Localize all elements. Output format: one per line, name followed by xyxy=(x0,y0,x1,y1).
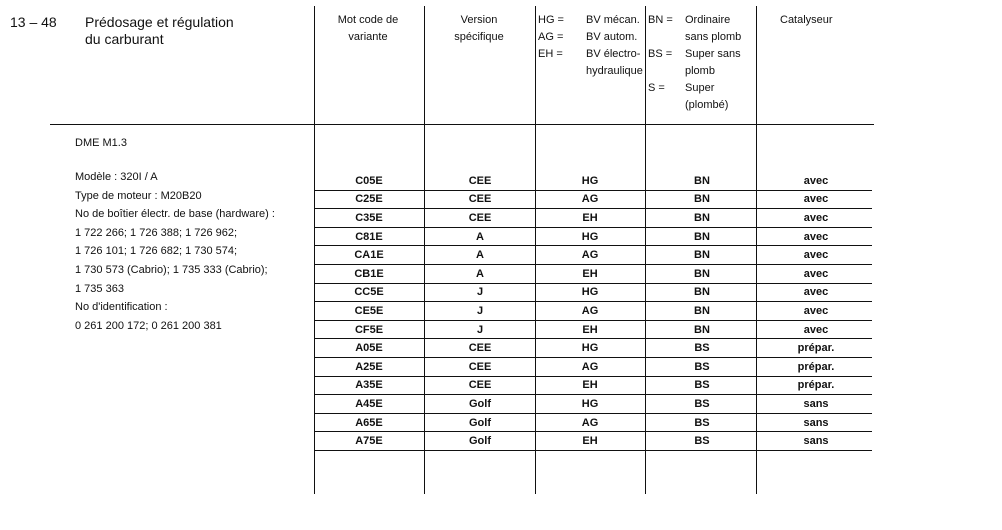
cell-gearbox: EH xyxy=(582,323,598,336)
cell-code: CF5E xyxy=(354,323,384,336)
cell-version: CEE xyxy=(468,174,492,187)
cell-code: C05E xyxy=(355,174,383,187)
engine-info xyxy=(75,137,275,335)
legend-row xyxy=(648,12,741,29)
engine-spec-line: Type de moteur : M20B20 xyxy=(75,189,202,202)
table-row xyxy=(314,265,872,284)
engine-spec-line: 0 261 200 172; 0 261 200 381 xyxy=(75,319,222,332)
cell-fuel: BS xyxy=(694,397,710,410)
legend-key xyxy=(648,29,685,46)
legend-value: BV mécan. xyxy=(586,14,640,26)
table-row xyxy=(314,377,872,396)
header-divider xyxy=(50,124,874,125)
header-code-line: Mot code de xyxy=(337,14,399,26)
cell-catalyst: avec xyxy=(803,286,829,299)
cell-gearbox: EH xyxy=(582,435,598,448)
cell-code: CE5E xyxy=(354,304,384,317)
section-title-line: Prédosage et régulation xyxy=(85,14,234,30)
header-version-line: Version xyxy=(460,14,498,26)
cell-catalyst: sans xyxy=(803,416,829,429)
cell-gearbox: HG xyxy=(581,174,599,187)
cell-version: CEE xyxy=(468,342,492,355)
cell-fuel: BN xyxy=(694,304,710,317)
engine-spec-line: 1 722 266; 1 726 388; 1 726 962; xyxy=(75,226,238,239)
cell-catalyst: prépar. xyxy=(797,360,835,373)
cell-version: CEE xyxy=(468,211,492,224)
legend-key xyxy=(648,97,685,114)
table-row xyxy=(314,321,872,340)
cell-code: A25E xyxy=(355,360,383,373)
cell-catalyst: prépar. xyxy=(797,342,835,355)
cell-gearbox: EH xyxy=(582,211,598,224)
table-row xyxy=(314,432,872,451)
cell-catalyst: avec xyxy=(803,267,829,280)
cell-catalyst: avec xyxy=(803,193,829,206)
cell-fuel: BS xyxy=(694,360,710,373)
cell-fuel: BN xyxy=(694,267,710,280)
cell-catalyst: sans xyxy=(803,397,829,410)
engine-spec-line: No d'identification : xyxy=(75,301,168,314)
cell-fuel: BN xyxy=(694,211,710,224)
table-row xyxy=(314,414,872,433)
cell-code: CA1E xyxy=(354,249,384,262)
cell-code: CC5E xyxy=(354,286,384,299)
cell-catalyst: avec xyxy=(803,323,829,336)
cell-code: C81E xyxy=(355,230,383,243)
cell-version: A xyxy=(476,230,484,243)
cell-catalyst: avec xyxy=(803,230,829,243)
legend-row xyxy=(538,63,643,80)
engine-spec-line: Modèle : 320I / A xyxy=(75,171,158,183)
cell-code: A45E xyxy=(355,397,383,410)
legend-key xyxy=(538,63,586,80)
cell-catalyst: prépar. xyxy=(797,379,835,392)
engine-title: DME M1.3 xyxy=(75,137,127,149)
cell-catalyst: avec xyxy=(803,304,829,317)
legend-row xyxy=(648,63,741,80)
cell-fuel: BN xyxy=(694,174,710,187)
legend-value: (plombé) xyxy=(685,99,729,111)
legend-value: Super xyxy=(685,82,715,94)
legend-row xyxy=(648,46,741,63)
page-reference: 13 – 48 xyxy=(10,14,57,30)
cell-gearbox: AG xyxy=(581,304,599,317)
legend-key: HG = xyxy=(538,14,564,26)
variant-table xyxy=(314,172,872,451)
header-catalyst: Catalyseur xyxy=(780,14,833,26)
cell-fuel: BS xyxy=(694,379,710,392)
cell-code: A05E xyxy=(355,342,383,355)
cell-fuel: BS xyxy=(694,435,710,448)
cell-fuel: BS xyxy=(694,416,710,429)
cell-fuel: BN xyxy=(694,230,710,243)
cell-version: Golf xyxy=(469,416,491,429)
table-row xyxy=(314,209,872,228)
engine-spec-line: 1 730 573 (Cabrio); 1 735 333 (Cabrio); xyxy=(75,263,268,276)
cell-fuel: BN xyxy=(694,323,710,336)
legend-row xyxy=(538,29,643,46)
cell-catalyst: avec xyxy=(803,249,829,262)
legend-value: BV autom. xyxy=(586,31,638,43)
table-row xyxy=(314,284,872,303)
cell-catalyst: avec xyxy=(803,211,829,224)
legend-key: BS = xyxy=(648,48,673,60)
table-row xyxy=(314,339,872,358)
cell-version: CEE xyxy=(468,360,492,373)
cell-fuel: BN xyxy=(694,286,710,299)
cell-code: A75E xyxy=(355,435,383,448)
cell-catalyst: sans xyxy=(803,435,829,448)
cell-catalyst: avec xyxy=(803,174,829,187)
engine-spec-line: 1 726 101; 1 726 682; 1 730 574; xyxy=(75,245,238,258)
table-row xyxy=(314,228,872,247)
cell-fuel: BN xyxy=(694,249,710,262)
engine-spec-list xyxy=(75,168,275,335)
cell-fuel: BS xyxy=(694,342,710,355)
legend-key: AG = xyxy=(538,31,564,43)
legend-key xyxy=(648,63,685,80)
cell-gearbox: EH xyxy=(582,267,598,280)
table-row xyxy=(314,191,872,210)
cell-version: CEE xyxy=(468,379,492,392)
engine-spec-line: 1 735 363 xyxy=(75,282,124,295)
section-title xyxy=(85,14,234,48)
header-code-line: variante xyxy=(348,31,388,43)
cell-code: A35E xyxy=(355,379,383,392)
table-row xyxy=(314,395,872,414)
legend-value: hydraulique xyxy=(586,65,643,77)
legend-value: Ordinaire xyxy=(685,14,731,26)
legend-row xyxy=(648,80,741,97)
table-row xyxy=(314,246,872,265)
legend-row xyxy=(648,29,741,46)
cell-gearbox: EH xyxy=(582,379,598,392)
engine-spec-line: No de boîtier électr. de base (hardware) : xyxy=(75,208,275,221)
cell-gearbox: HG xyxy=(581,397,599,410)
legend-value: Super sans xyxy=(685,48,741,60)
cell-gearbox: AG xyxy=(581,360,599,373)
legend-row xyxy=(538,46,643,63)
legend-row xyxy=(538,12,643,29)
cell-fuel: BN xyxy=(694,193,710,206)
cell-version: A xyxy=(476,267,484,280)
legend-value: plomb xyxy=(685,65,715,77)
cell-version: J xyxy=(476,286,484,299)
cell-gearbox: AG xyxy=(581,249,599,262)
cell-code: C35E xyxy=(355,211,383,224)
cell-version: J xyxy=(476,304,484,317)
legend-value: sans plomb xyxy=(685,31,742,43)
cell-gearbox: AG xyxy=(581,416,599,429)
legend-key: S = xyxy=(648,82,665,94)
cell-version: Golf xyxy=(469,435,491,448)
table-row xyxy=(314,172,872,191)
cell-gearbox: HG xyxy=(581,286,599,299)
cell-gearbox: HG xyxy=(581,342,599,355)
legend-row xyxy=(648,97,741,114)
cell-code: CB1E xyxy=(354,267,384,280)
section-title-line: du carburant xyxy=(85,31,164,47)
cell-gearbox: AG xyxy=(581,193,599,206)
header-gearbox-legend xyxy=(538,12,643,80)
cell-code: A65E xyxy=(355,416,383,429)
header-code xyxy=(318,12,418,46)
header-fuel-legend xyxy=(648,12,741,114)
cell-version: CEE xyxy=(468,193,492,206)
cell-gearbox: HG xyxy=(581,230,599,243)
legend-value: BV électro- xyxy=(586,48,641,60)
cell-version: A xyxy=(476,249,484,262)
cell-version: J xyxy=(476,323,484,336)
legend-key: BN = xyxy=(648,14,673,26)
header-version xyxy=(428,12,530,46)
header-version-line: spécifique xyxy=(454,31,504,43)
table-row xyxy=(314,302,872,321)
legend-key: EH = xyxy=(538,48,563,60)
table-row xyxy=(314,358,872,377)
cell-version: Golf xyxy=(469,397,491,410)
cell-code: C25E xyxy=(355,193,383,206)
